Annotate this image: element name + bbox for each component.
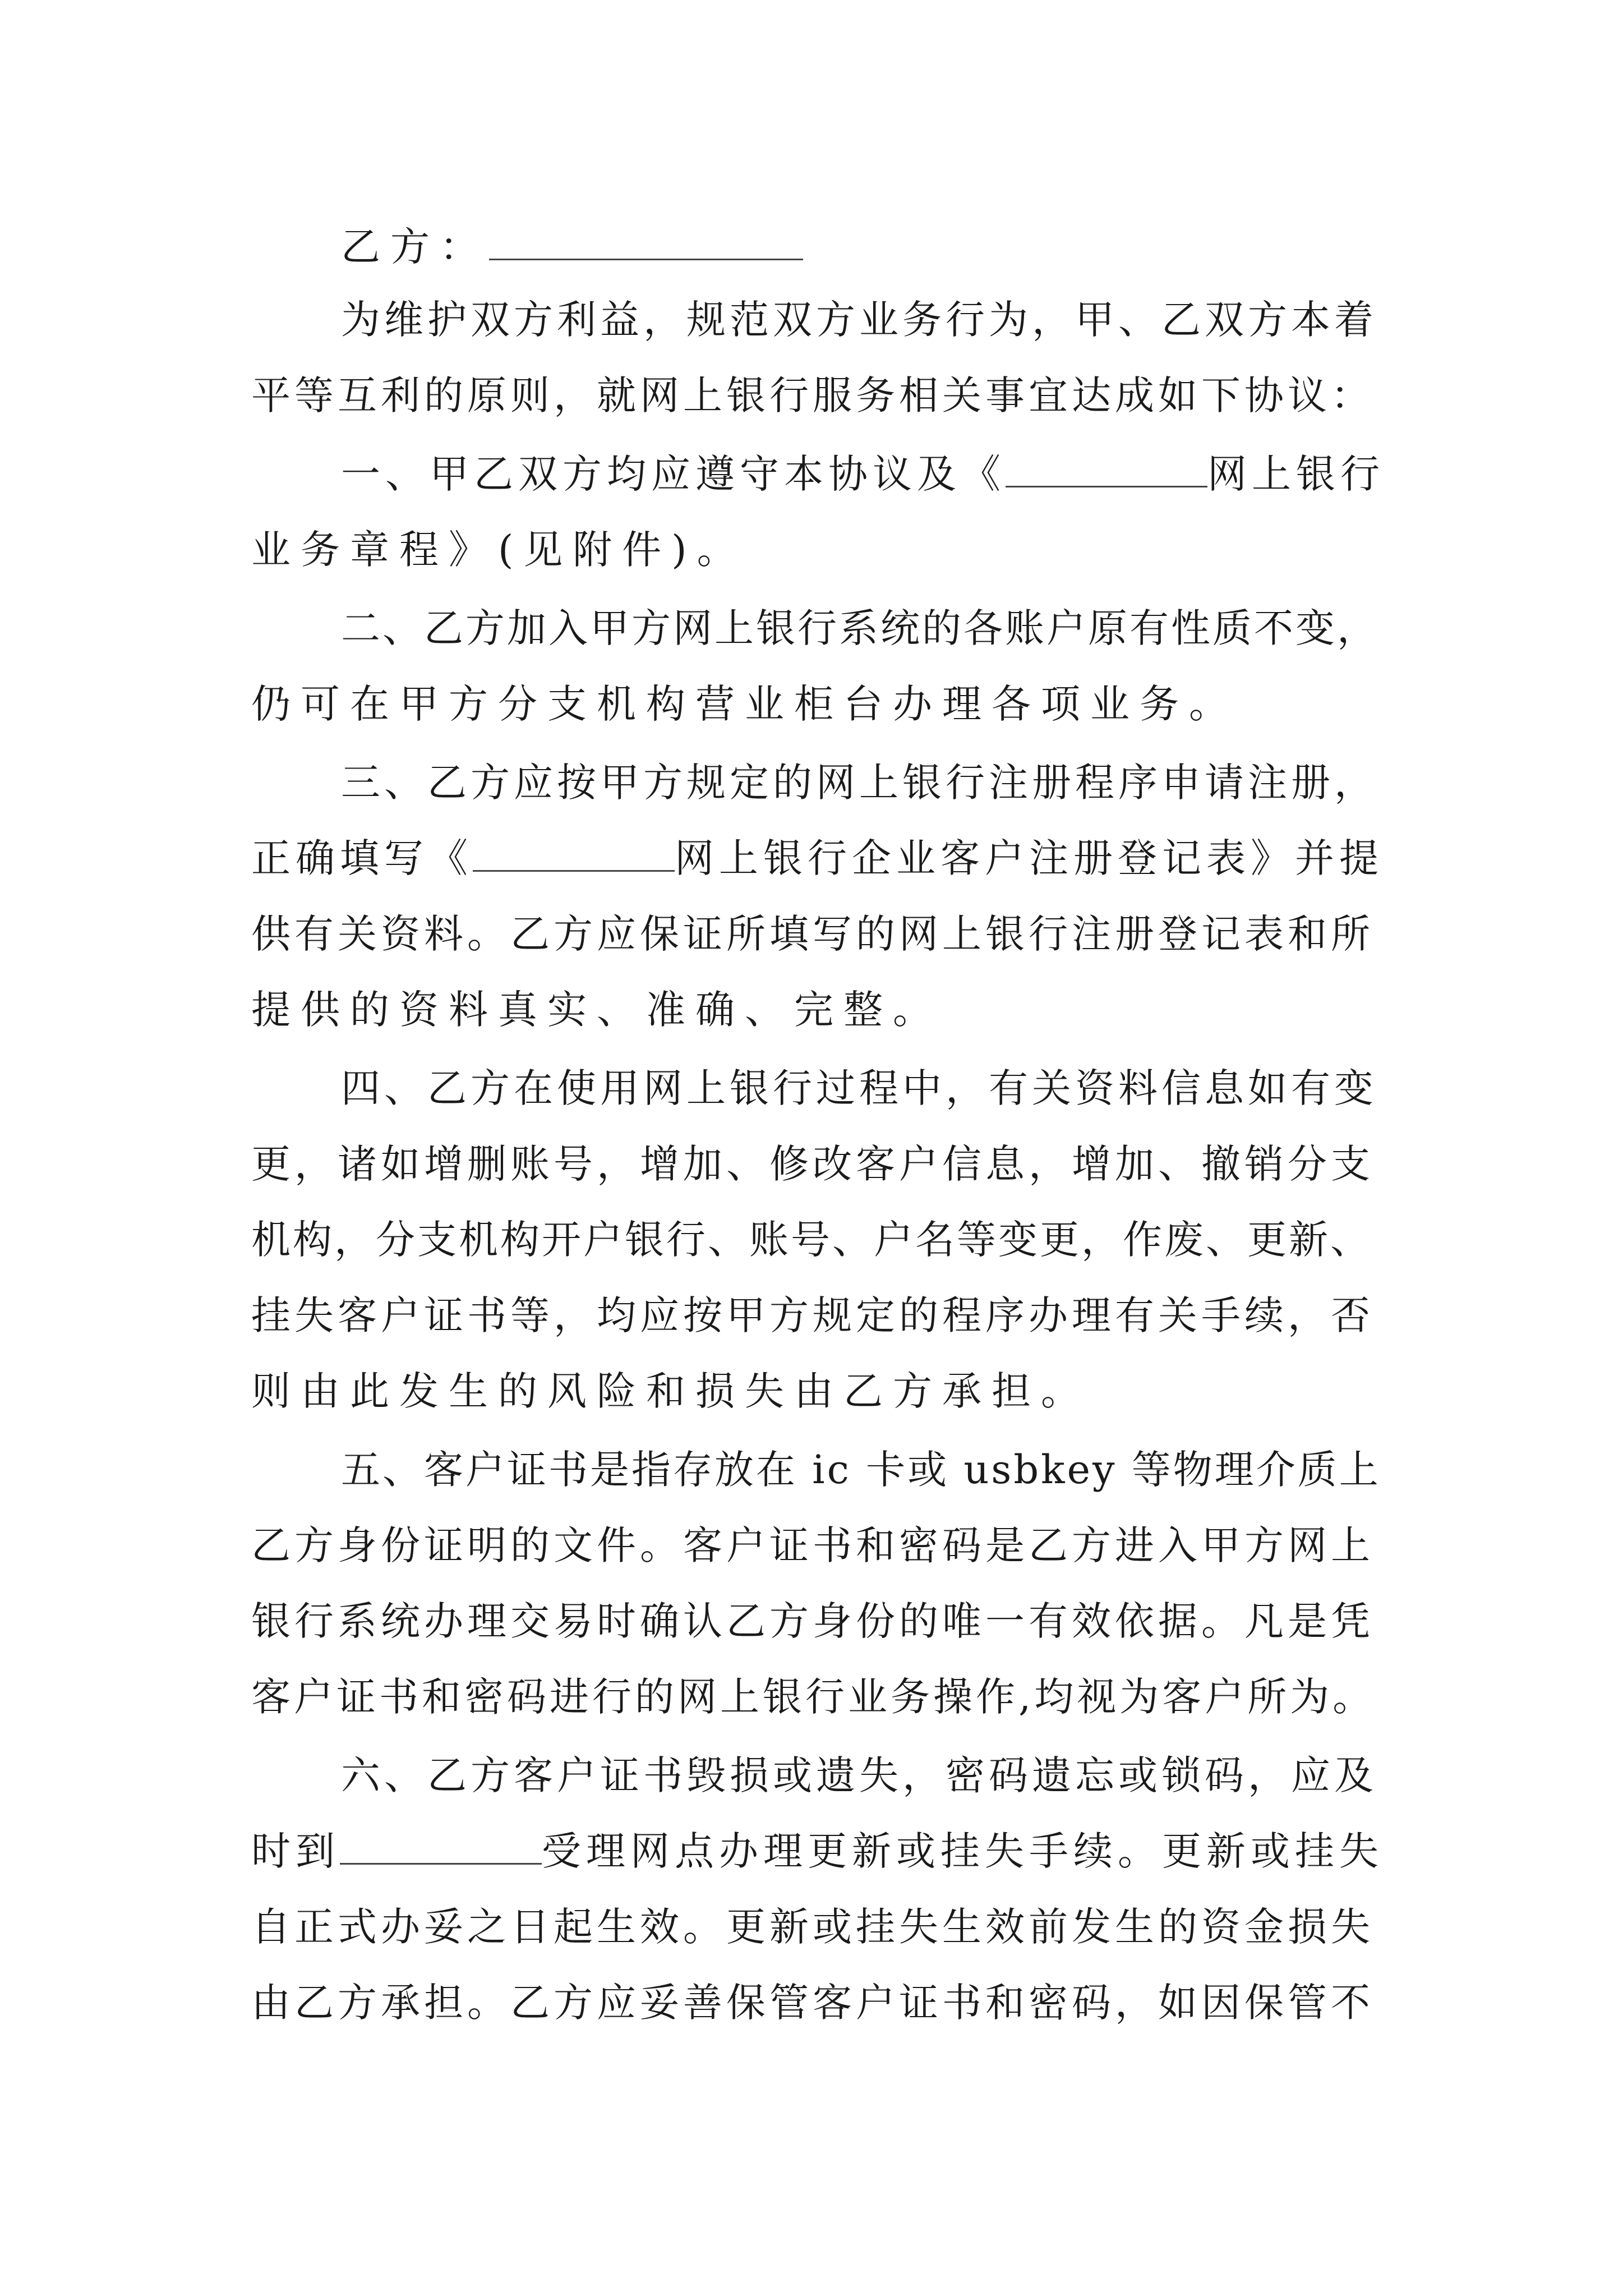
clause-5-line-1: 五、客户证书是指存放在 ic 卡或 usbkey 等物理介质上 xyxy=(341,1447,1381,1493)
clause-3-line-4: 提供的资料真实、准确、完整。 xyxy=(251,987,942,1033)
party-b-blank xyxy=(489,224,803,260)
clause-2-line-2: 仍可在甲方分支机构营业柜台办理各项业务。 xyxy=(251,681,1238,727)
clause-4-line-2: 更，诸如增删账号，增加、修改客户信息，增加、撤销分支 xyxy=(251,1141,1374,1187)
clause-3-blank xyxy=(473,835,675,872)
clause-6-blank xyxy=(340,1828,542,1865)
clause-5-line-4: 客户证书和密码进行的网上银行业务操作,均视为客户所为。 xyxy=(251,1674,1376,1720)
clause-6-line-3: 自正式办妥之日起生效。更新或挂失生效前发生的资金损失 xyxy=(251,1904,1374,1950)
clause-3-line-2 xyxy=(251,833,1384,884)
clause-6-line-1: 六、乙方客户证书毁损或遗失，密码遗忘或锁码，应及 xyxy=(341,1752,1377,1798)
preamble-line-2: 平等互利的原则，就网上银行服务相关事宜达成如下协议： xyxy=(251,372,1374,418)
clause-3-text-after-blank: 网上银行企业客户注册登记表》并提 xyxy=(675,835,1384,881)
clause-5-line-3: 银行系统办理交易时确认乙方身份的唯一有效依据。凡是凭 xyxy=(251,1598,1374,1644)
clause-4-line-1: 四、乙方在使用网上银行过程中，有关资料信息如有变 xyxy=(341,1065,1377,1111)
clause-1-blank xyxy=(1006,451,1207,487)
clause-3-line-3: 供有关资料。乙方应保证所填写的网上银行注册登记表和所 xyxy=(251,911,1374,957)
clause-3-line-1: 三、乙方应按甲方规定的网上银行注册程序申请注册， xyxy=(341,760,1377,806)
clause-5-line-2: 乙方身份证明的文件。客户证书和密码是乙方进入甲方网上 xyxy=(251,1522,1374,1568)
clause-2-line-1: 二、乙方加入甲方网上银行系统的各账户原有性质不变， xyxy=(341,605,1378,651)
clause-4-line-5: 则由此发生的风险和损失由乙方承担。 xyxy=(251,1368,1090,1414)
clause-4-line-4: 挂失客户证书等，均应按甲方规定的程序办理有关手续，否 xyxy=(251,1292,1374,1338)
clause-6-line-4: 由乙方承担。乙方应妥善保管客户证书和密码，如因保管不 xyxy=(251,1980,1374,2026)
party-b-line xyxy=(341,222,803,272)
clause-6-text-after-blank: 受理网点办理更新或挂失手续。更新或挂失 xyxy=(542,1828,1384,1874)
clause-3-text-before-blank: 正确填写《 xyxy=(251,835,473,881)
clause-4-line-3: 机构，分支机构开户银行、账号、户名等变更，作废、更新、 xyxy=(251,1217,1372,1263)
clause-6-line-2 xyxy=(251,1826,1384,1876)
clause-6-text-before-blank: 时到 xyxy=(251,1828,340,1874)
clause-1-text-after-blank: 网上银行 xyxy=(1207,451,1385,497)
clause-1-text-before-blank: 一、甲乙双方均应遵守本协议及《 xyxy=(341,451,1006,497)
party-b-label: 乙方： xyxy=(341,224,489,270)
clause-1-line-1 xyxy=(341,449,1385,499)
preamble-line-1: 为维护双方利益，规范双方业务行为，甲、乙双方本着 xyxy=(341,297,1377,343)
clause-1-line-2: 业务章程》(见附件)。 xyxy=(251,527,746,573)
